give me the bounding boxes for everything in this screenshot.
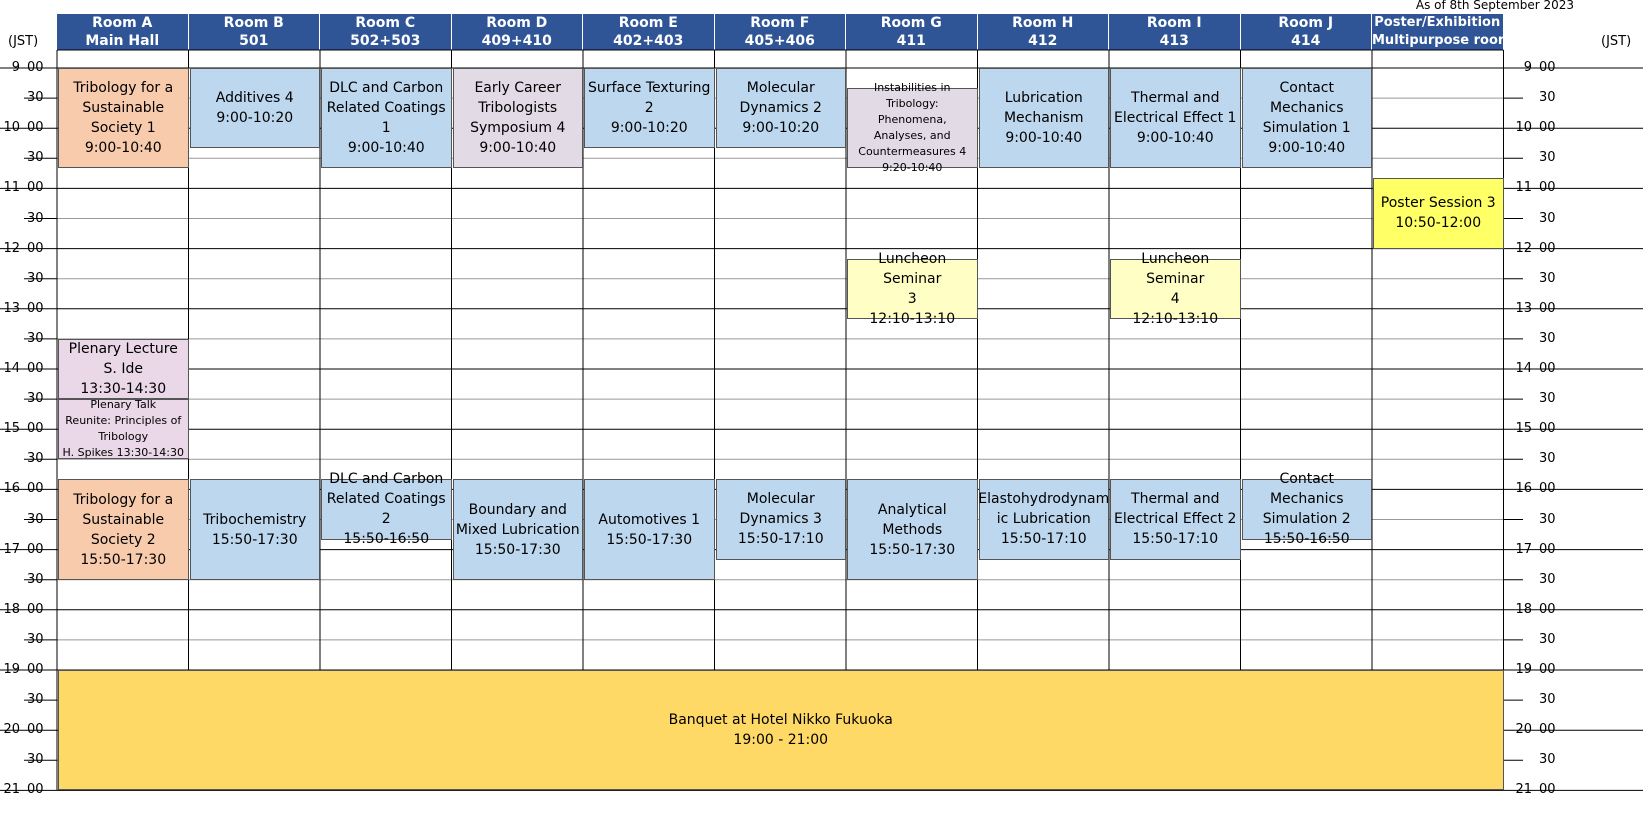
session-block [1110,479,1241,559]
minute-label: 00 [27,120,44,136]
room-number: Multipurpose room [1372,33,1512,48]
minute-label: 00 [1539,421,1556,437]
session-block [58,339,189,399]
minute-label: 30 [1539,150,1556,166]
session-time: 15:50-17:30 [474,541,561,558]
session-text [454,500,582,560]
session-block [58,68,189,168]
hour-label: 14 [1515,361,1532,376]
room-name: Room D [486,15,548,31]
hour-label: 19 [3,662,20,677]
minute-label: 30 [27,210,44,226]
hour-label: 9 [1523,60,1532,75]
minute-label: 30 [1539,692,1556,708]
room-header-10 [1241,14,1373,50]
session-title-line: Contact Mechanics [1269,80,1344,117]
session-time: 15:50-17:10 [1132,531,1219,548]
session-time: 10:50-12:00 [1395,215,1482,232]
hour-label: 16 [1515,481,1532,497]
session-block [58,399,189,459]
session-title-line: Early Career [474,80,562,97]
minute-label: 00 [27,481,44,497]
session-time: 15:50-17:10 [1000,531,1087,548]
session-time: 9:00-10:20 [742,120,820,137]
session-text [322,469,451,549]
session-title-line: Automotives 1 [598,511,701,528]
session-text [848,249,977,329]
session-block [847,250,978,327]
session-text [1112,88,1238,148]
minute-label: 30 [27,571,44,587]
room-name: Room G [880,15,942,31]
session-time: 15:50-17:10 [737,531,824,548]
hour-label: 20 [3,722,20,738]
session-block [1242,471,1373,548]
session-title-line: Plenary Lecture [68,340,178,357]
session-title-line: Molecular [746,491,815,508]
minute-label: 30 [27,150,44,166]
session-title-line: 2 [644,100,654,117]
session-time: 9:00-10:40 [1268,140,1346,157]
hour-label: 9 [11,60,20,75]
session-text [468,78,567,158]
session-text [71,78,175,158]
session-title-line: Symposium 4 [470,120,566,137]
hour-label: 17 [1515,541,1532,557]
session-block [1242,68,1373,168]
session-block [1373,178,1504,248]
minute-label: 30 [1539,511,1556,527]
hour-label: 18 [3,601,20,617]
minute-label: 00 [27,722,44,738]
session-block [321,471,452,548]
room-name: Room B [223,15,284,31]
session-time: 12:10-13:10 [1132,310,1219,327]
hour-label: 10 [3,120,20,136]
session-title-line: Additives 4 [215,90,294,107]
session-title-line: Sustainable [82,511,165,528]
hour-label: 20 [1515,722,1532,738]
session-title-line: Electrical Effect 1 [1114,110,1237,127]
session-block [190,479,321,579]
minute-label: 00 [27,662,44,677]
minute-label: 30 [27,692,44,708]
session-title-line: Electrical Effect 2 [1114,511,1237,528]
room-name: Room F [750,15,810,31]
hour-label: 11 [3,180,20,196]
session-title-line: Lubrication [1004,90,1083,107]
session-text [586,78,712,138]
room-name: Room J [1278,15,1334,31]
hour-label: 16 [3,481,20,497]
session-title-line: Thermal and [1131,491,1220,508]
session-title-line: Poster Session 3 [1380,195,1496,212]
session-text [1379,193,1498,233]
session-title-line: Dynamics 2 [739,100,822,117]
room-number: Main Hall [85,33,160,49]
hour-label: 12 [3,240,20,256]
session-time: 9:00-10:40 [1136,130,1214,147]
session-time: 9:00-10:20 [216,110,294,127]
session-title-line: Tribology: Phenomena, [877,97,947,127]
session-title-line: 4 [1170,290,1180,307]
session-title-line: Thermal and [1131,90,1220,107]
minute-label: 30 [1539,571,1556,587]
session-time: 9:00-10:20 [610,120,688,137]
minute-label: 00 [27,60,44,75]
minute-label: 00 [27,541,44,557]
session-text [67,339,180,399]
room-name: Room A [92,15,153,31]
timezone-label-right: (JST) [1601,34,1632,49]
session-block [979,68,1110,168]
minute-label: 30 [1539,330,1556,346]
session-title-line: Society 2 [90,531,156,548]
session-time: 9:00-10:40 [84,140,162,157]
session-block [1110,250,1241,327]
room-name: Room I [1146,15,1202,31]
session-block [321,68,452,168]
session-block [190,68,321,148]
session-text [1243,78,1372,158]
minute-label: 00 [27,782,44,798]
room-number: 411 [896,33,926,49]
minute-label: 30 [1539,631,1556,647]
session-title-line: DLC and Carbon [329,80,444,97]
session-title-line: DLC and Carbon [329,471,444,488]
session-title-line: Related Coatings 2 [326,491,446,528]
minute-label: 00 [1539,180,1556,196]
session-time: 9:00-10:40 [1005,130,1083,147]
session-title-line: Sustainable [82,100,165,117]
hour-label: 19 [1515,662,1532,677]
session-text [61,397,186,461]
session-title-line: Simulation 2 [1262,511,1351,528]
session-time: 15:50-16:50 [1263,531,1350,548]
session-title-line: Reunite: Principles of [65,414,182,428]
session-text [1002,88,1086,148]
session-block [716,68,847,148]
session-text [71,490,175,570]
room-header-6 [715,14,847,50]
session-title-line: Mechanism [1003,110,1084,127]
session-title-line: Elastohydrodynam [978,491,1110,508]
minute-label: 30 [27,270,44,286]
session-time: 15:50-17:30 [606,531,693,548]
room-header-4 [452,14,584,50]
minute-label: 00 [1539,541,1556,557]
minute-label: 30 [1539,752,1556,768]
session-block [847,81,978,175]
session-title-line: Instabilities in [873,81,951,95]
minute-label: 30 [27,451,44,467]
session-time: 15:50-16:50 [343,531,430,548]
hour-label: 15 [1515,421,1532,437]
session-time: H. Spikes 13:30-14:30 [62,446,184,460]
minute-label: 00 [1539,240,1556,256]
session-time: 9:00-10:40 [479,140,557,157]
session-text [1111,249,1240,329]
session-title-line: Contact Mechanics [1269,471,1344,508]
room-number: 413 [1159,33,1189,49]
room-header-11 [1372,14,1512,50]
session-time: 15:50-17:30 [211,531,298,548]
minute-label: 00 [1539,361,1556,376]
hour-label: 13 [1515,300,1532,316]
room-header-3 [320,14,452,50]
minute-label: 00 [1539,601,1556,617]
hour-label: 17 [3,541,20,557]
minute-label: 00 [1539,60,1556,75]
session-title-line: Countermeasures 4 [858,145,967,159]
hour-label: 15 [3,421,20,437]
session-block [584,479,715,579]
room-number: 414 [1291,33,1321,49]
session-title-line: Analytical Methods [877,501,947,538]
session-text [201,510,308,550]
minute-label: 00 [27,601,44,617]
session-title-line: Banquet at Hotel Nikko Fukuoka [668,712,893,729]
session-title-line: S. Ide [103,360,143,377]
hour-label: 14 [3,361,20,376]
minute-label: 30 [1539,90,1556,106]
minute-label: 00 [1539,481,1556,497]
minute-label: 30 [27,90,44,106]
room-header-9 [1109,14,1241,50]
session-text [976,489,1111,549]
session-block [979,479,1110,559]
session-title-line: Molecular [746,80,815,97]
session-title-line: ic Lubrication [996,511,1091,528]
minute-label: 00 [27,180,44,196]
session-time: 15:50-17:30 [80,551,167,568]
minute-label: 00 [27,361,44,376]
minute-label: 30 [1539,210,1556,226]
room-number: 409+410 [481,33,552,49]
session-text [848,500,977,560]
minute-label: 00 [1539,300,1556,316]
session-block [1110,68,1241,168]
room-header-1 [57,14,189,50]
minute-label: 30 [27,511,44,527]
session-text [1243,469,1372,549]
session-title-line: Simulation 1 [1262,120,1351,137]
session-title-line: Luncheon Seminar [1141,250,1210,287]
room-header-8 [978,14,1110,50]
session-text [322,78,451,158]
hour-label: 18 [1515,601,1532,617]
session-block [453,479,584,579]
session-text [848,80,977,176]
minute-label: 00 [27,300,44,316]
room-name: Room H [1012,15,1074,31]
session-block [847,479,978,579]
session-title-line: Surface Texturing [588,80,711,97]
minute-label: 00 [1539,662,1556,677]
hour-label: 13 [3,300,20,316]
session-time: 13:30-14:30 [80,380,167,397]
session-title-line: 3 [907,290,917,307]
room-number: 405+406 [744,33,815,49]
session-title-line: Related Coatings 1 [326,100,446,137]
session-block [453,68,584,168]
session-time: 19:00 - 21:00 [733,732,829,749]
room-name: Room E [618,15,678,31]
session-block [58,479,189,579]
session-title-line: Plenary Talk [90,398,157,412]
session-time: 9:00-10:40 [347,140,425,157]
session-title-line: Tribology for a [73,491,174,508]
room-header-5 [583,14,715,50]
minute-label: 00 [1539,722,1556,738]
minute-label: 00 [27,421,44,437]
room-name: Poster/Exhibition [1374,15,1501,30]
session-text [667,710,895,750]
session-text [596,510,702,550]
session-title-line: Mixed Lubrication [455,521,580,538]
room-header-2 [189,14,321,50]
session-title-line: Tribochemistry [203,511,307,528]
session-title-line: Boundary and [468,501,567,518]
as-of-date: As of 8th September 2023 [1415,0,1574,12]
session-block [716,479,847,559]
minute-label: 30 [27,752,44,768]
hour-label: 21 [1515,782,1532,798]
session-title-line: Tribologists [478,100,558,117]
session-time: 9:20-10:40 [882,161,943,175]
minute-label: 30 [1539,270,1556,286]
room-header-7 [846,14,978,50]
timezone-label-left: (JST) [8,34,39,49]
hour-label: 12 [1515,240,1532,256]
minute-label: 30 [1539,451,1556,467]
session-time: 15:50-17:30 [869,541,956,558]
minute-label: 30 [1539,391,1556,407]
banquet-block [58,670,1504,790]
minute-label: 30 [27,631,44,647]
session-title-line: Dynamics 3 [739,511,822,528]
minute-label: 00 [27,240,44,256]
minute-label: 30 [27,330,44,346]
hour-label: 11 [1515,180,1532,196]
hour-label: 21 [3,782,20,798]
session-text [736,489,826,549]
minute-label: 00 [1539,120,1556,136]
session-title-line: Tribology [98,430,149,444]
session-text [214,88,296,128]
minute-label: 00 [1539,782,1556,798]
room-number: 502+503 [350,33,421,49]
session-text [1112,489,1238,549]
room-number: 402+403 [613,33,684,49]
room-name: Room C [355,15,416,31]
session-title-line: Luncheon Seminar [878,250,947,287]
session-time: 12:10-13:10 [869,310,956,327]
hour-label: 10 [1515,120,1532,136]
session-title-line: Analyses, and [873,129,951,143]
room-number: 412 [1028,33,1058,49]
session-title-line: Tribology for a [73,80,174,97]
minute-label: 30 [27,391,44,407]
session-text [738,78,824,138]
session-title-line: Society 1 [90,120,156,137]
session-block [584,68,715,148]
room-number: 501 [239,33,269,49]
